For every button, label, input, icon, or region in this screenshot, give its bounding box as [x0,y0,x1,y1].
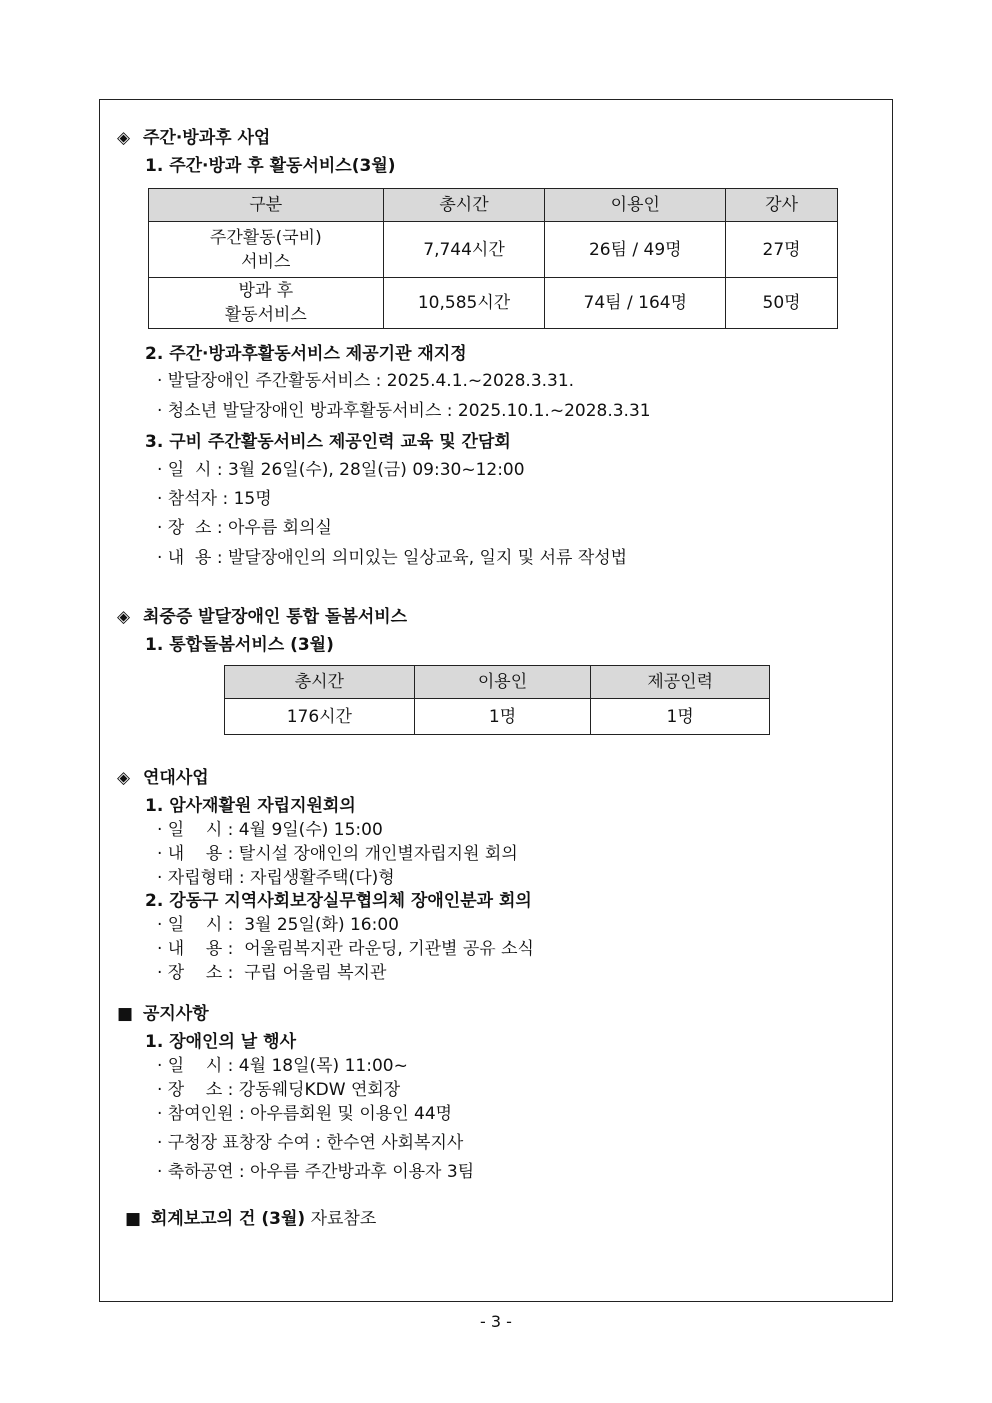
list-item: · 내 용 : 어울림복지관 라운딩, 기관별 공유 소식 [157,939,534,959]
table-header-row [225,666,770,699]
table-header-cell: 총시간 [383,189,545,222]
table-cell: 26팀 / 49명 [545,222,726,278]
subsection-heading: 1. 장애인의 날 행사 [145,1032,296,1052]
list-item: · 내 용 : 탈시설 장애인의 개인별자립지원 회의 [157,844,518,864]
subsection-heading: 1. 통합돌봄서비스 (3월) [145,635,334,655]
diamond-bullet-icon: ◈ [117,768,131,788]
table-cell: 176시간 [225,699,415,735]
section-title: 주간·방과후 사업 [143,128,271,148]
diamond-bullet-icon: ◈ [117,607,131,627]
list-item: · 일 시 : 4월 9일(수) 15:00 [157,820,383,840]
table-cell: 1명 [414,699,591,735]
subsection-heading: 1. 주간·방과 후 활동서비스(3월) [145,156,396,176]
table-cell: 50명 [726,278,838,329]
list-item: · 일 시 : 3월 25일(화) 16:00 [157,915,399,935]
subsection-heading: 3. 구비 주간활동서비스 제공인력 교육 및 간담회 [145,432,511,452]
section-heading-daytime-afterschool [117,127,270,149]
list-item: · 참석자 : 15명 [157,489,272,509]
table-cell: 10,585시간 [383,278,545,329]
list-item: · 자립형태 : 자립생활주택(다)형 [157,868,395,888]
table-header-cell: 총시간 [225,666,415,699]
table-header-cell: 이용인 [545,189,726,222]
section-heading-solidarity [117,767,209,789]
section-title: 회계보고의 건 (3월) [151,1209,306,1229]
table-cell: 1명 [591,699,770,735]
subsection-heading: 2. 주간·방과후활동서비스 제공기관 재지정 [145,344,467,364]
table-cell: 74팀 / 164명 [545,278,726,329]
list-item: · 발달장애인 주간활동서비스 : 2025.4.1.~2028.3.31. [157,371,575,391]
section-heading-accounting [125,1208,376,1230]
list-item: · 장 소 : 강동웨딩KDW 연회장 [157,1080,401,1100]
table-row [149,222,838,278]
integrated-care-table [224,665,770,735]
section-heading-notices [117,1003,209,1025]
list-item: · 일 시 : 3월 26일(수), 28일(금) 09:30~12:00 [157,460,525,480]
section-title: 공지사항 [143,1004,209,1024]
diamond-bullet-icon: ◈ [117,128,131,148]
list-item: · 구청장 표창장 수여 : 한수연 사회복지사 [157,1133,464,1153]
table-header-row [149,189,838,222]
list-item: · 장 소 : 아우름 회의실 [157,518,332,538]
table-header-cell: 구분 [149,189,384,222]
section-title: 연대사업 [143,768,209,788]
subsection-heading: 1. 암사재활원 자립지원회의 [145,796,356,816]
list-item: · 내 용 : 발달장애인의 의미있는 일상교육, 일지 및 서류 작성법 [157,548,628,568]
square-bullet-icon: ■ [125,1209,142,1229]
section-heading-integrated-care [117,606,407,628]
table-cell: 주간활동(국비) 서비스 [149,222,384,278]
table-cell: 7,744시간 [383,222,545,278]
section-note: 자료참조 [305,1209,377,1229]
activity-service-table [148,188,838,329]
table-cell: 방과 후 활동서비스 [149,278,384,329]
table-header-cell: 제공인력 [591,666,770,699]
list-item: · 장 소 : 구립 어울림 복지관 [157,963,387,983]
list-item: · 참여인원 : 아우름회원 및 이용인 44명 [157,1104,453,1124]
table-row [149,278,838,329]
section-title: 최중증 발달장애인 통합 돌봄서비스 [143,607,408,627]
list-item: · 청소년 발달장애인 방과후활동서비스 : 2025.10.1.~2028.3.31 [157,401,651,421]
square-bullet-icon: ■ [117,1004,134,1024]
table-row [225,699,770,735]
list-item: · 일 시 : 4월 18일(목) 11:00~ [157,1056,408,1076]
list-item: · 축하공연 : 아우름 주간방과후 이용자 3팀 [157,1162,475,1182]
page-number: - 3 - [480,1312,512,1331]
subsection-heading: 2. 강동구 지역사회보장실무협의체 장애인분과 회의 [145,891,532,911]
table-header-cell: 강사 [726,189,838,222]
table-header-cell: 이용인 [414,666,591,699]
table-cell: 27명 [726,222,838,278]
